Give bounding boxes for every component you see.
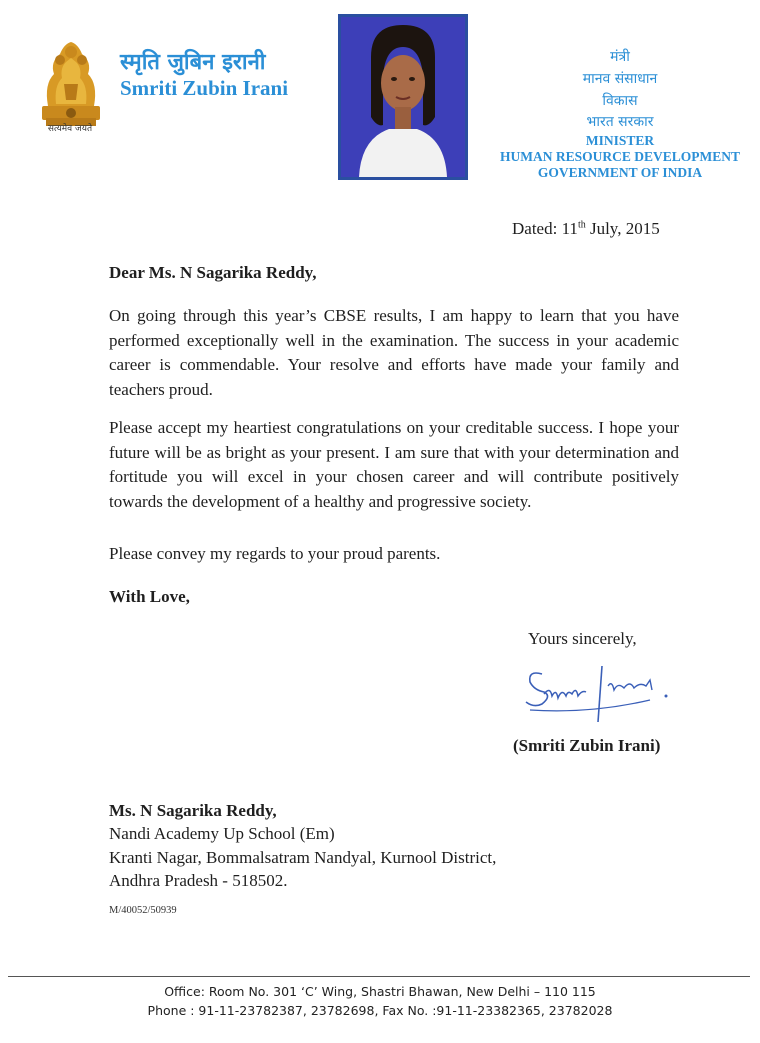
title-english-govt: GOVERNMENT OF INDIA xyxy=(537,165,703,180)
paragraph-1: On going through this year’s CBSE results, I am happy to learn that you have performed exceptionally well in the examination. The success in your academic career is commendable. Your resolve and efforts have made your family and teachers proud. xyxy=(109,306,679,399)
portrait-image xyxy=(341,17,465,177)
letter-date xyxy=(512,219,660,239)
date-prefix: Dated: 11 xyxy=(512,219,578,238)
title-english-minister: MINISTER xyxy=(585,133,655,148)
reference-number: M/40052/50939 xyxy=(109,905,177,916)
recipient-name: Ms. N Sagarika Reddy, xyxy=(109,801,277,820)
footer-phone-fax: Phone : 91-11-23782387, 23782698, Fax No. :91-11-23382365, 23782028 xyxy=(147,1003,613,1018)
signatory-name: (Smriti Zubin Irani) xyxy=(513,736,661,755)
minister-name-hindi: स्मृति जुबिन इरानी xyxy=(120,50,266,75)
minister-name-english: Smriti Zubin Irani xyxy=(120,76,289,100)
closing: With Love, xyxy=(109,587,190,606)
handwritten-signature xyxy=(520,656,680,728)
footer-divider xyxy=(8,976,750,977)
date-suffix: July, 2015 xyxy=(585,219,660,238)
recipient-address-line: Nandi Academy Up School (Em) xyxy=(109,824,335,843)
footer-office-address: Office: Room No. 301 ‘C’ Wing, Shastri Bhawan, New Delhi – 110 115 xyxy=(164,984,596,999)
yours-sincerely: Yours sincerely, xyxy=(528,629,637,648)
date-ordinal: th xyxy=(577,219,586,231)
title-hindi-minister: मंत्री xyxy=(610,49,630,65)
emblem-motto: सत्यमेव जयते xyxy=(47,124,93,134)
title-hindi-mhrd: मानव संसाधान xyxy=(582,71,658,87)
title-hindi-development: विकास xyxy=(602,93,638,109)
title-english-mhrd: HUMAN RESOURCE DEVELOPMENT xyxy=(499,149,740,164)
recipient-address-line: Andhra Pradesh - 518502. xyxy=(109,871,288,890)
paragraph-2: Please accept my heartiest congratulations on your creditable success. I hope your future will be as bright as your present. I am sure that with your determination and fortitude you will excel in your chosen career and will contribute positively towards the development of a healthy and progressive society. xyxy=(109,418,679,511)
salutation: Dear Ms. N Sagarika Reddy, xyxy=(109,263,317,282)
paragraph-3: Please convey my regards to your proud parents. xyxy=(109,544,441,563)
title-hindi-govt: भारत सरकार xyxy=(586,114,654,130)
recipient-photo xyxy=(338,14,468,180)
recipient-address-line: Kranti Nagar, Bommalsatram Nandyal, Kurnool District, xyxy=(109,848,497,867)
